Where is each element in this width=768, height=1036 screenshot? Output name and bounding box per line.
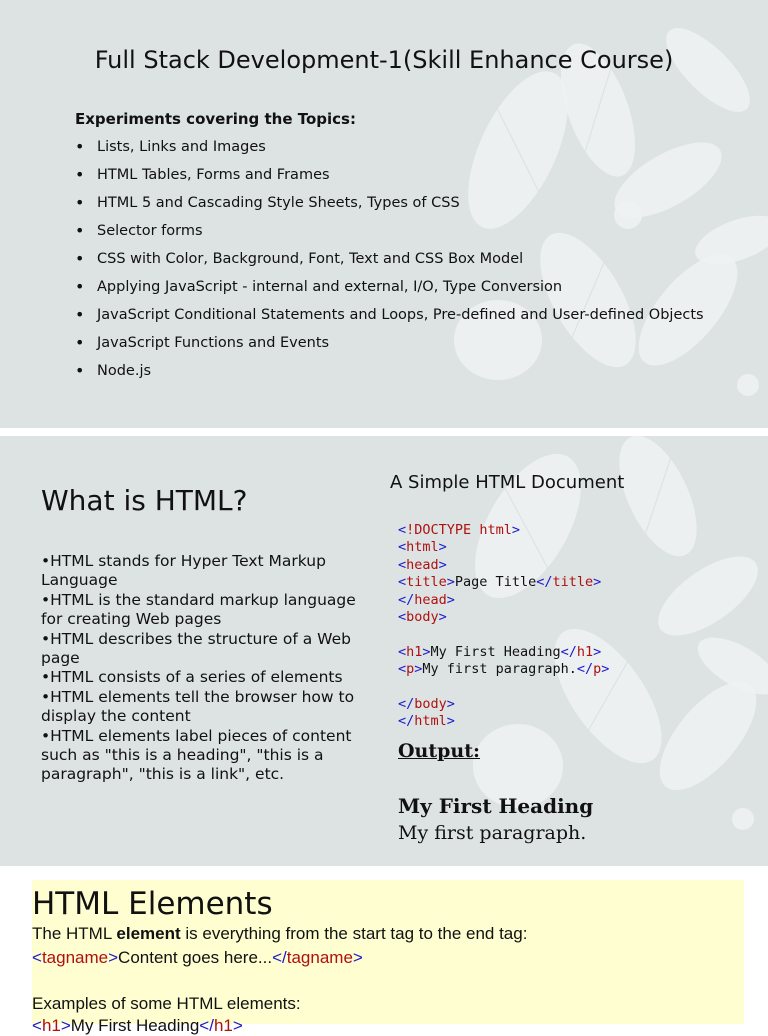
slide-html-elements (32, 880, 744, 1035)
list-item-text: Node.js (97, 363, 152, 379)
list-item (75, 136, 704, 164)
bullet-icon: • (75, 221, 85, 240)
element-definition: The HTML element is everything from the start tag to the end tag: (32, 924, 528, 943)
topics-heading: Experiments covering the Topics: (75, 110, 356, 128)
list-item: •HTML elements tell the browser how to display the content (41, 687, 355, 726)
section-heading: HTML Elements (32, 886, 273, 922)
list-item-text: Applying JavaScript - internal and external, I/O, Type Conversion (97, 279, 563, 295)
list-item-text: Selector forms (97, 223, 203, 239)
output-paragraph: My first paragraph. (398, 822, 587, 844)
list-item (75, 276, 704, 304)
section-heading: What is HTML? (41, 484, 248, 517)
element-syntax: <tagname>Content goes here...</tagname> (32, 948, 363, 967)
html-points (41, 552, 361, 785)
code-heading: A Simple HTML Document (390, 472, 625, 493)
bullet-icon: • (75, 165, 85, 184)
page-title: Full Stack Development-1(Skill Enhance Course) (94, 46, 674, 74)
output-label: Output: (398, 740, 481, 762)
example-line: <h1>My First Heading</h1> (32, 1016, 243, 1035)
list-item-text: CSS with Color, Background, Font, Text and CSS Box Model (97, 251, 524, 267)
list-item-text: HTML Tables, Forms and Frames (97, 167, 330, 183)
list-item-text: Lists, Links and Images (97, 139, 266, 155)
bullet-icon: • (75, 361, 85, 380)
bullet-icon: • (75, 333, 85, 352)
list-item: •HTML describes the structure of a Web page (41, 629, 351, 668)
list-item (75, 360, 704, 388)
list-item (75, 332, 704, 360)
bullet-icon: • (75, 305, 85, 324)
list-item (75, 304, 704, 332)
list-item (75, 220, 704, 248)
list-item: •HTML consists of a series of elements (41, 668, 343, 687)
bullet-icon: • (75, 249, 85, 268)
list-item-text: HTML 5 and Cascading Style Sheets, Types of CSS (97, 195, 460, 211)
bullet-icon: • (75, 277, 85, 296)
slide-topics (0, 0, 768, 428)
list-item-text: JavaScript Conditional Statements and Loops, Pre-defined and User-defined Objects (97, 307, 704, 323)
list-item: •HTML is the standard markup language for creating Web pages (41, 590, 356, 629)
bullet-icon: • (75, 137, 85, 156)
list-item: •HTML stands for Hyper Text Markup Language (41, 552, 326, 590)
list-item-text: JavaScript Functions and Events (97, 335, 330, 351)
list-item: •HTML elements label pieces of content such as "this is a heading", "this is a paragraph", "this is a link", etc. (41, 726, 352, 784)
list-item (75, 164, 704, 192)
code-block: <!DOCTYPE html> <html> <head> <title>Page Title</title> </head> <body> <h1>My First Heading</h1> <p>My first paragraph.</p> </body> </html> (398, 522, 610, 730)
examples-label: Examples of some HTML elements: (32, 994, 301, 1013)
list-item (75, 192, 704, 220)
output-heading: My First Heading (398, 794, 594, 818)
bullet-icon: • (75, 193, 85, 212)
topics-list (75, 136, 704, 388)
list-item (75, 248, 704, 276)
